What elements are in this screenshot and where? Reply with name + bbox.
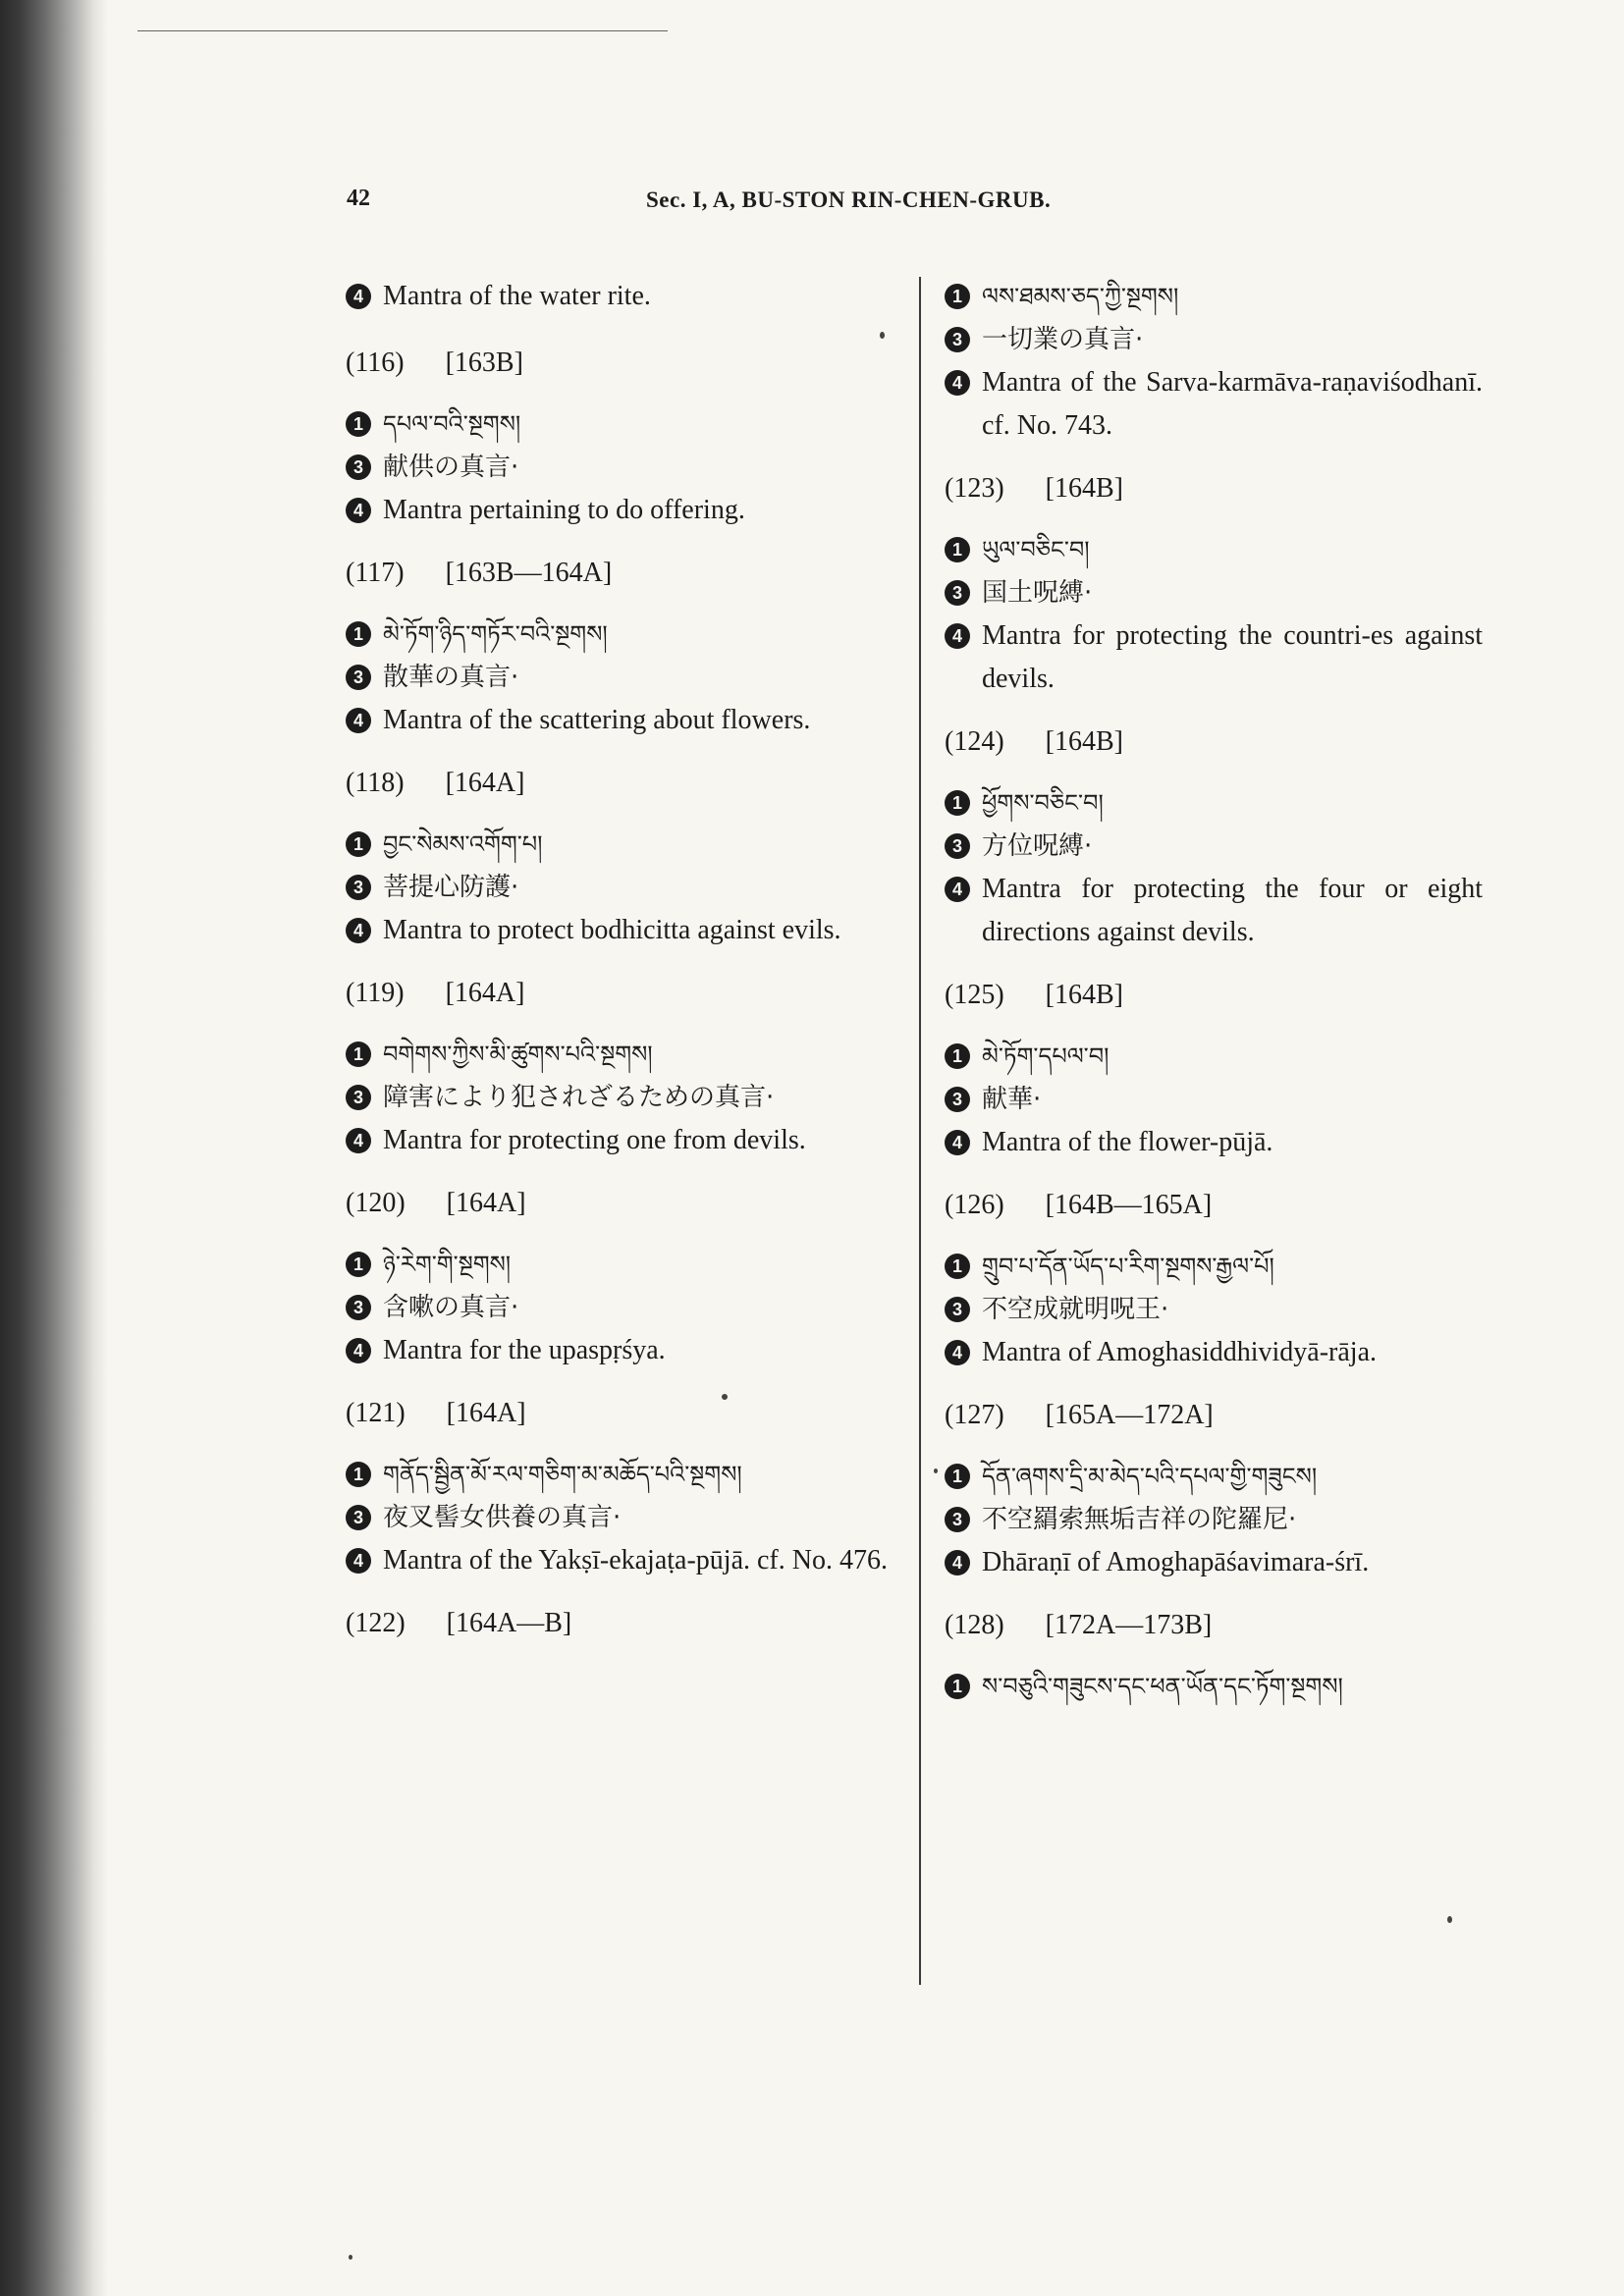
entry-number: (116) bbox=[346, 347, 405, 378]
folio-ref: [163B] bbox=[445, 347, 523, 378]
running-head: Sec. I, A, BU-STON RIN-CHEN-GRUB. bbox=[646, 187, 1052, 212]
scan-speck bbox=[934, 1468, 938, 1473]
marker-3-badge: 3 bbox=[945, 1507, 970, 1532]
english-gloss: Mantra of Amoghasiddhividyā-rāja. bbox=[982, 1337, 1378, 1367]
marker-1-badge: 1 bbox=[346, 831, 371, 857]
entry-119 bbox=[346, 972, 892, 1162]
entry-121 bbox=[346, 1392, 892, 1582]
tibetan-title: མེ་ཏོག་ཉིད་གཏོར་བའི་སྔགས། bbox=[383, 620, 608, 648]
left-column bbox=[346, 275, 892, 1665]
tibetan-title: ལས་ཐམས་ཅད་ཀྱི་སྔགས། bbox=[982, 283, 1179, 310]
marker-4-badge: 4 bbox=[346, 1338, 371, 1363]
marker-3-badge: 3 bbox=[346, 1505, 371, 1530]
marker-3-badge: 3 bbox=[945, 1087, 970, 1112]
folio-ref: [164B] bbox=[1045, 980, 1123, 1010]
page-number: 42 bbox=[347, 186, 370, 211]
marker-1-badge: 1 bbox=[945, 790, 970, 816]
english-gloss: Mantra of the scattering about flowers. bbox=[383, 705, 811, 735]
marker-1-badge: 1 bbox=[945, 1674, 970, 1699]
marker-1-badge: 1 bbox=[346, 1252, 371, 1277]
marker-3-badge: 3 bbox=[945, 580, 970, 606]
marker-4-badge: 4 bbox=[945, 1340, 970, 1365]
marker-3-badge: 3 bbox=[346, 1295, 371, 1320]
scan-speck bbox=[722, 1394, 728, 1400]
japanese-title: 献華· bbox=[982, 1085, 1042, 1114]
marker-1-badge: 1 bbox=[945, 1043, 970, 1069]
folio-ref: [164A] bbox=[446, 1398, 526, 1428]
japanese-title: 献供の真言· bbox=[383, 453, 519, 482]
marker-4-badge: 4 bbox=[346, 284, 371, 309]
folio-ref: [164B—165A] bbox=[1045, 1190, 1213, 1220]
english-gloss: Mantra of the flower-pūjā. bbox=[982, 1127, 1273, 1157]
entry-125 bbox=[945, 974, 1483, 1164]
entry-117 bbox=[346, 552, 892, 742]
tibetan-title: མེ་ཏོག་དཔལ་བ། bbox=[982, 1042, 1110, 1070]
right-column bbox=[945, 275, 1483, 1728]
marker-4-badge: 4 bbox=[945, 370, 970, 396]
entry-number: (118) bbox=[346, 768, 405, 798]
folio-ref: [164B] bbox=[1045, 726, 1123, 757]
japanese-title: 障害により犯されざるための真言· bbox=[383, 1083, 775, 1112]
entry-number: (120) bbox=[346, 1188, 406, 1218]
left-lead-line bbox=[346, 275, 892, 318]
marker-1-badge: 1 bbox=[945, 537, 970, 562]
top-rule bbox=[137, 30, 668, 31]
english-gloss: Mantra for protecting the countri-es against devils. bbox=[982, 620, 1483, 694]
japanese-title: 方位呪縛· bbox=[982, 831, 1093, 861]
marker-1-badge: 1 bbox=[346, 1462, 371, 1487]
english-gloss: Mantra for protecting one from devils. bbox=[383, 1125, 806, 1155]
marker-4-badge: 4 bbox=[346, 918, 371, 943]
marker-1-badge: 1 bbox=[945, 1464, 970, 1489]
english-gloss: Mantra for the upaspṛśya. bbox=[383, 1335, 666, 1365]
folio-ref: [164A] bbox=[445, 978, 525, 1008]
marker-3-badge: 3 bbox=[346, 454, 371, 480]
entry-number: (124) bbox=[945, 726, 1004, 757]
tibetan-title: ས་བཅུའི་གཟུངས་དང་ཕན་ཡོན་དང་ཏོག་སྔགས། bbox=[982, 1673, 1343, 1700]
entry-number: (117) bbox=[346, 558, 405, 588]
folio-ref: [172A—173B] bbox=[1045, 1610, 1213, 1640]
entry-126 bbox=[945, 1184, 1483, 1374]
column-divider bbox=[919, 277, 921, 1985]
tibetan-title: གྲུབ་པ་དོན་ཡོད་པ་རིག་སྔགས་རྒྱལ་པོ། bbox=[982, 1253, 1274, 1280]
entry-120 bbox=[346, 1182, 892, 1372]
entry-118 bbox=[346, 762, 892, 952]
folio-ref: [164B] bbox=[1045, 473, 1123, 504]
tibetan-title: ཕྱོགས་བཅིང་བ། bbox=[982, 789, 1104, 817]
japanese-title: 国土呪縛· bbox=[982, 578, 1093, 608]
marker-4-badge: 4 bbox=[346, 1548, 371, 1574]
tibetan-title: ཉེ་རེག་གི་སྔགས། bbox=[383, 1251, 512, 1278]
marker-3-badge: 3 bbox=[346, 875, 371, 900]
entry-122 bbox=[346, 1602, 892, 1645]
tibetan-title: གནོད་སྦྱིན་མོ་རལ་གཅིག་མ་མཆོད་པའི་སྔགས། bbox=[383, 1461, 742, 1488]
marker-4-badge: 4 bbox=[346, 708, 371, 733]
tibetan-title: དཔལ་བའི་སྔགས། bbox=[383, 410, 521, 438]
entry-number: (127) bbox=[945, 1400, 1004, 1430]
marker-3-badge: 3 bbox=[945, 833, 970, 859]
marker-1-badge: 1 bbox=[945, 1254, 970, 1279]
english-gloss: Mantra of the Yakṣī-ekajaṭa-pūjā. cf. No. 476. bbox=[383, 1545, 888, 1575]
marker-4-badge: 4 bbox=[945, 1550, 970, 1575]
marker-3-badge: 3 bbox=[945, 327, 970, 352]
tibetan-title: བྱང་སེམས་འགོག་པ། bbox=[383, 830, 543, 858]
folio-ref: [163B—164A] bbox=[445, 558, 613, 588]
marker-4-badge: 4 bbox=[945, 877, 970, 902]
entry-116 bbox=[346, 342, 892, 532]
english-gloss: Dhāraṇī of Amoghapāśavimara-śrī. bbox=[982, 1547, 1370, 1577]
entry-number: (123) bbox=[945, 473, 1004, 504]
folio-ref: [165A—172A] bbox=[1045, 1400, 1214, 1430]
entry-number: (128) bbox=[945, 1610, 1004, 1640]
entry-128 bbox=[945, 1604, 1483, 1708]
japanese-title: 夜叉髻女供養の真言· bbox=[383, 1503, 622, 1532]
marker-3-badge: 3 bbox=[945, 1297, 970, 1322]
marker-4-badge: 4 bbox=[346, 1128, 371, 1153]
entry-number: (126) bbox=[945, 1190, 1004, 1220]
folio-ref: [164A] bbox=[445, 768, 525, 798]
entry-number: (119) bbox=[346, 978, 405, 1008]
japanese-title: 不空成就明呪王· bbox=[982, 1295, 1169, 1324]
scan-speck bbox=[1447, 1916, 1452, 1923]
english-gloss: Mantra to protect bodhicitta against evils. bbox=[383, 915, 841, 945]
japanese-title: 散華の真言· bbox=[383, 663, 519, 692]
marker-4-badge: 4 bbox=[945, 1130, 970, 1155]
entry-124 bbox=[945, 721, 1483, 954]
japanese-title: 含嗽の真言· bbox=[383, 1293, 519, 1322]
entry-122-continued bbox=[945, 275, 1483, 448]
marker-4-badge: 4 bbox=[346, 498, 371, 523]
marker-1-badge: 1 bbox=[346, 411, 371, 437]
book-binding-shadow bbox=[0, 0, 108, 2296]
english-gloss: Mantra of the Sarva-karmāva-raṇaviśodhanī. cf. No. 743. bbox=[982, 367, 1483, 441]
japanese-title: 不空羂索無垢吉祥の陀羅尼· bbox=[982, 1505, 1297, 1534]
marker-1-badge: 1 bbox=[346, 1041, 371, 1067]
folio-ref: [164A—B] bbox=[446, 1608, 572, 1638]
scan-speck bbox=[349, 2255, 352, 2260]
entry-number: (122) bbox=[346, 1608, 406, 1638]
japanese-title: 菩提心防護· bbox=[383, 873, 519, 902]
english-gloss: Mantra of the water rite. bbox=[383, 281, 651, 311]
tibetan-title: དོན་ཞགས་དྲི་མ་མེད་པའི་དཔལ་གྱི་གཟུངས། bbox=[982, 1463, 1318, 1490]
english-gloss: Mantra for protecting the four or eight directions against devils. bbox=[982, 874, 1483, 947]
english-gloss: Mantra pertaining to do offering. bbox=[383, 495, 745, 525]
entry-127 bbox=[945, 1394, 1483, 1584]
entry-123 bbox=[945, 467, 1483, 701]
japanese-title: 一切業の真言· bbox=[982, 325, 1144, 354]
tibetan-title: ཡུལ་བཅིང་བ། bbox=[982, 536, 1090, 563]
tibetan-title: བགེགས་ཀྱིས་མི་ཚུགས་པའི་སྔགས། bbox=[383, 1041, 653, 1068]
marker-3-badge: 3 bbox=[346, 1085, 371, 1110]
marker-1-badge: 1 bbox=[945, 284, 970, 309]
entry-number: (121) bbox=[346, 1398, 406, 1428]
folio-ref: [164A] bbox=[446, 1188, 526, 1218]
marker-1-badge: 1 bbox=[346, 621, 371, 647]
marker-3-badge: 3 bbox=[346, 665, 371, 690]
scan-speck bbox=[880, 332, 885, 339]
marker-4-badge: 4 bbox=[945, 623, 970, 649]
entry-number: (125) bbox=[945, 980, 1004, 1010]
